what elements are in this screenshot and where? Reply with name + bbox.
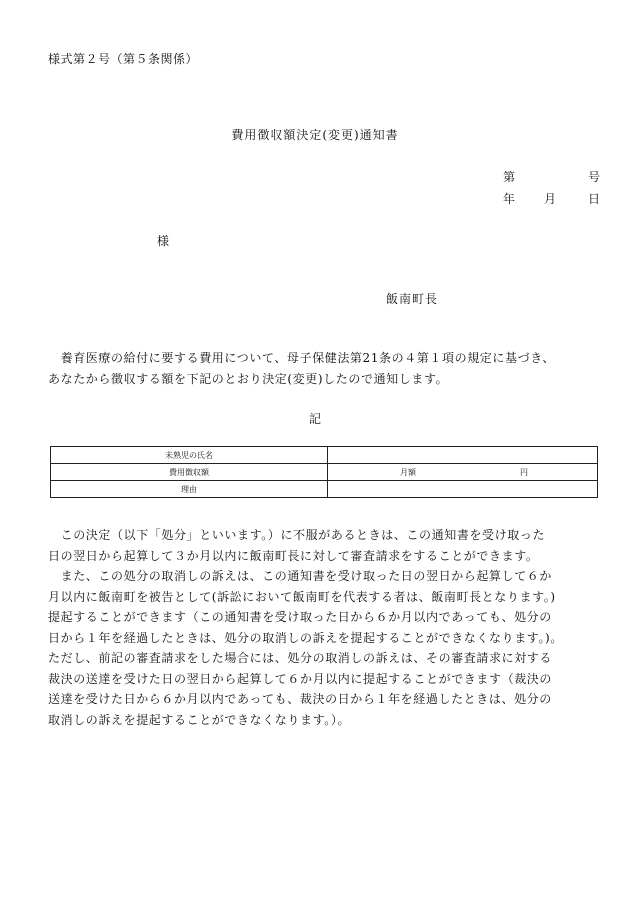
table-row [51, 464, 598, 481]
recipient-honorific: 様 [157, 234, 170, 248]
table-row [51, 447, 598, 464]
body-line: 送達を受けた日から６か月以内であっても、裁決の日から１年を経過したときは、処分の [48, 692, 552, 706]
infant-name-value [328, 447, 598, 464]
monthly-amount-label: 月額 [400, 468, 416, 477]
intro-line: あなたから徴収する額を下記のとおり決定(変更)したので通知します。 [48, 371, 449, 386]
body-line: また、この処分の取消しの訴えは、この通知書を受け取った日の翌日から起算して６か [48, 569, 553, 583]
body-line: 日から１年を経過したときは、処分の取消しの訴えを提起することができなくなります。)。 [48, 630, 563, 645]
fee-amount-value [328, 464, 598, 481]
body-line: 月以内に飯南町を被告として(訴訟において飯南町を代表する者は、飯南町長となります。) [48, 589, 556, 604]
reason-value [328, 481, 598, 498]
infant-name-label: 未熟児の氏名 [51, 447, 328, 464]
date-month-label: 月 [544, 192, 557, 206]
body-line: 裁決の送達を受けた日の翌日から起算して６か月以内に提起することができます（裁決の [48, 671, 553, 686]
fee-amount-label: 費用徴収額 [51, 464, 328, 481]
yen-unit-label: 円 [520, 468, 528, 477]
body-line: 日の翌日から起算して３か月以内に飯南町長に対して審査請求をすることができます。 [48, 548, 539, 563]
date-day-label: 日 [588, 192, 601, 206]
table-row [51, 481, 598, 498]
body-line: 提起することができます（この通知書を受け取った日から６か月以内であっても、処分の [48, 610, 552, 624]
detail-table [50, 446, 598, 498]
ki-heading: 記 [308, 412, 321, 426]
reason-label: 理由 [51, 481, 328, 498]
body-line: ただし、前記の審査請求をした場合には、処分の取消しの訴えは、その審査請求に対する [48, 651, 553, 665]
body-line: 取消しの訴えを提起することができなくなります。）。 [48, 712, 351, 727]
appeal-notice-paragraph [48, 525, 598, 730]
form-number: 様式第２号（第５条関係） [48, 52, 199, 66]
document-title: 費用徴収額決定(変更)通知書 [231, 128, 399, 142]
body-line: この決定（以下「処分」といいます。）に不服があるときは、この通知書を受け取った [48, 528, 546, 542]
document-number-label: 第 [503, 170, 516, 184]
issuer-name: 飯南町長 [386, 292, 439, 306]
document-number-suffix: 号 [588, 170, 601, 184]
intro-line: 養育医療の給付に要する費用について、母子保健法第21条の４第１項の規定に基づき、 [48, 351, 555, 365]
date-year-label: 年 [503, 192, 516, 206]
intro-paragraph [48, 348, 598, 389]
